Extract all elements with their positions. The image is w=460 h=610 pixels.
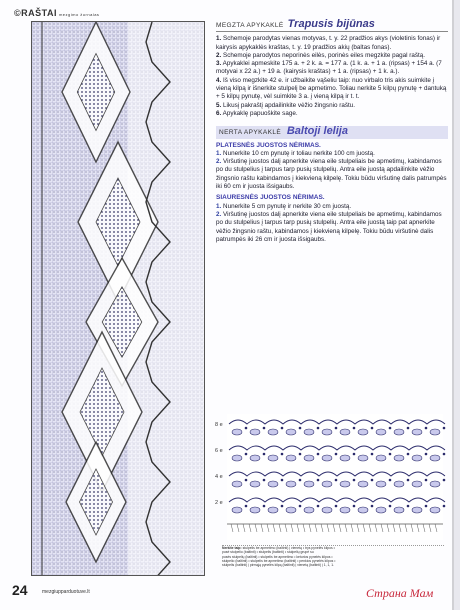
lace-stitch [335, 453, 338, 456]
lace-stitch [443, 479, 446, 482]
sub2-heading: SIAURESNĖS JUOSTOS NĖRIMAS. [216, 194, 325, 202]
lace-stitch [353, 479, 356, 482]
lace-stitch [407, 505, 410, 508]
lace-stitch [317, 505, 320, 508]
lace-petal [268, 507, 278, 513]
lace-petal [304, 481, 314, 487]
lace-stitch [353, 505, 356, 508]
step: 1. Nunerkite 5 cm pynutę ir nerkite 30 cm juostą. [216, 202, 352, 210]
step: 1. Nunerkite 10 cm pynutę ir toliau nerkite 100 cm juostą. [216, 149, 375, 157]
lace-petal [286, 507, 296, 513]
lace-petal [304, 507, 314, 513]
lace-stitch [335, 505, 338, 508]
lace-petal [340, 429, 350, 435]
lace-stitch [317, 479, 320, 482]
lace-petal [268, 429, 278, 435]
legend-line: Nerkite taip: stulpelis be apmetimo (baltinti) į vienetą • trys pynelės kilpos • [222, 546, 335, 550]
lace-stitch [299, 427, 302, 430]
lace-petal [286, 429, 296, 435]
lace-petal [358, 481, 368, 487]
lace-petal [268, 481, 278, 487]
row-label: 4 e [215, 474, 223, 480]
lace-stitch [425, 453, 428, 456]
lace-stitch [371, 453, 374, 456]
lace-petal [358, 429, 368, 435]
row-label: 2 e [215, 500, 223, 506]
binding-edge [452, 0, 460, 610]
lace-stitch [407, 479, 410, 482]
lace-stitch [425, 479, 428, 482]
lace-petal [394, 507, 404, 513]
section1-title-bar [216, 20, 448, 32]
legend-line: stulpelis (baltinti) į pirmąją pynelės kilpą (baltinti) į vienetą (baltinti) į 1, 1, 1. [222, 563, 335, 568]
step: 6. Apykaklę papuoškite sage. [216, 109, 298, 117]
step: 2. Viršutinę juostos dalį apnerkite viena eile stulpeliais be apmetimų, kabindamos po du stulpelius į tarpus tarp pusių stulpelių. Antra eile juostą apdailinkite vėžio žingsnio raštu kabindamos į kiekvieną kilpelę. Tokiu būdu viršutinę dalis patrumpės iki 60 cm ir juosta išsigaubs. [216, 158, 447, 191]
lace-petal [340, 481, 350, 487]
lace-stitch [281, 427, 284, 430]
lace-stitch [371, 505, 374, 508]
page-number: 24 [12, 582, 28, 598]
lace-petal [232, 507, 242, 513]
lace-stitch [353, 427, 356, 430]
lace-stitch [299, 479, 302, 482]
crochet-diagram [215, 412, 447, 542]
step: 1. Schemoje parodytas vienas motyvas, t. y. 22 pradžios akys (violetinis fonas) ir kairysis apykaklės kraštas, t. y. 19 pradžios akių (baltas fonas). [216, 35, 441, 51]
lace-petal [340, 507, 350, 513]
lace-petal [322, 507, 332, 513]
lace-petal [322, 481, 332, 487]
lace-petal [394, 455, 404, 461]
stitch-legend [222, 545, 444, 579]
lace-stitch [299, 505, 302, 508]
section1-title: Trapusis bijūnas [287, 18, 375, 30]
lace-petal [412, 507, 422, 513]
lace-stitch [443, 453, 446, 456]
lace-stitch [353, 453, 356, 456]
lace-stitch [389, 427, 392, 430]
lace-petal [376, 455, 386, 461]
lace-stitch [263, 505, 266, 508]
lace-petal [376, 481, 386, 487]
lace-petal [250, 507, 260, 513]
lace-stitch [317, 453, 320, 456]
lace-petal [340, 455, 350, 461]
lace-petal [286, 481, 296, 487]
section2-prefix: NERTA APYKAKLĖ [219, 129, 282, 137]
lace-stitch [245, 453, 248, 456]
step: 2. Schemoje parodytos neporinės eilės, porinės eiles megzkite pagal raštą. [216, 51, 425, 59]
lace-petal [232, 481, 242, 487]
section1-prefix: MEGZTA APYKAKLĖ [216, 22, 284, 29]
legend-line: pusė stulpelio (baltinti) • stulpelis (baltinti) • stulpelių grupė su [222, 550, 314, 555]
lace-stitch [425, 505, 428, 508]
lace-petal [430, 455, 440, 461]
step: 5. Likusį pakraštį apdailinkite vėžio žingsnio raštu. [216, 101, 355, 109]
lace-petal [394, 481, 404, 487]
lace-petal [430, 429, 440, 435]
lace-stitch [335, 479, 338, 482]
lace-stitch [299, 453, 302, 456]
knitting-chart [31, 21, 205, 576]
lace-stitch [443, 505, 446, 508]
instructions-column [216, 20, 448, 244]
lace-stitch [371, 479, 374, 482]
lace-petal [232, 429, 242, 435]
legend-line: pusės stulpelių (baltinti) • stulpelis be apmetimo • keturios pynelės kilpos • [222, 554, 333, 559]
step: 2. Viršutinę juostos dalį apnerkite viena eile stulpeliais be apmetimų, kabindamos po du stulpelius į tarpus tarp pusių stulpelių. Antra eile juostą taip pat apnerkite vėžio žingsnio raštu, kabindamos į kiekvieną kilpelę. Tokiu būdu viršutinė dalis patrumpės iki 26 cm ir juosta išsigaubs. [216, 210, 442, 243]
lace-stitch [245, 505, 248, 508]
lace-petal [304, 455, 314, 461]
lace-petal [232, 455, 242, 461]
lace-stitch [443, 427, 446, 430]
magazine-logo: ©RAŠTAI mezgimo žurnalas [14, 8, 100, 18]
lace-petal [358, 455, 368, 461]
watermark: Страна Мам [366, 586, 434, 600]
lace-stitch [263, 453, 266, 456]
lace-stitch [281, 479, 284, 482]
lace-petal [376, 507, 386, 513]
row-label: 6 e [215, 448, 223, 454]
legend-line: stulpelio (baltinti) • stulpelis be apmetimo (baltinti) • penkios pynelės kilpos • [222, 558, 336, 563]
sub1-heading: PLATESNĖS JUOSTOS NĖRIMAS. [216, 141, 321, 149]
lace-stitch [407, 427, 410, 430]
step: 3. Apykaklei apmeskite 175 a. + 2 k. a. = 177 a. (1 k. a. + 1 a. (ripsas) + 154 a. (7 motyvai x 22 a.) + 19 a. (kairysis kraštas) + 1 a. (ripsas) + 1 k. a.). [216, 60, 442, 76]
lace-petal [250, 481, 260, 487]
section2-title: Baltoji lelija [286, 125, 348, 138]
section2-title-bar [216, 126, 448, 138]
lace-stitch [407, 453, 410, 456]
lace-petal [322, 455, 332, 461]
lace-petal [250, 455, 260, 461]
lace-petal [412, 455, 422, 461]
lace-stitch [263, 479, 266, 482]
lace-petal [430, 481, 440, 487]
lace-stitch [389, 479, 392, 482]
lace-stitch [371, 427, 374, 430]
lace-petal [430, 507, 440, 513]
lace-stitch [317, 427, 320, 430]
lace-stitch [425, 427, 428, 430]
step: 4. Iš viso megzkite 42 e. ir užbaikite vąšeliu taip: nuo virbalo tris akis suimkite į vieną kilpą ir išnerkite stulpelį be apmetimo. Toliau nerkite 5 kilpų pynutę + dantuką + 5 kilpų pynutę, vėl suimkite 3 a. į vieną kilpą ir t. t. [216, 76, 447, 101]
lace-petal [304, 429, 314, 435]
lace-stitch [389, 453, 392, 456]
section1-steps [216, 35, 448, 118]
lace-petal [412, 429, 422, 435]
footer-url: mezgiupparduotuve.lt [42, 589, 90, 595]
lace-petal [250, 429, 260, 435]
lace-stitch [335, 427, 338, 430]
lace-petal [286, 455, 296, 461]
lace-petal [322, 429, 332, 435]
lace-petal [376, 429, 386, 435]
lace-stitch [263, 427, 266, 430]
lace-stitch [389, 505, 392, 508]
lace-stitch [281, 453, 284, 456]
lace-petal [394, 429, 404, 435]
lace-stitch [281, 505, 284, 508]
lace-petal [268, 455, 278, 461]
lace-petal [412, 481, 422, 487]
row-label: 8 e [215, 422, 223, 428]
lace-stitch [245, 427, 248, 430]
lace-stitch [245, 479, 248, 482]
lace-petal [358, 507, 368, 513]
